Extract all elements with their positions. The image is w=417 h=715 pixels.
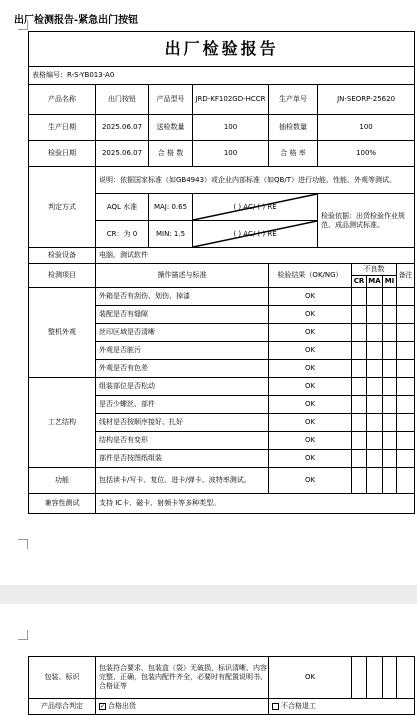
table-row: 结构是否有变形 OK <box>29 432 415 450</box>
report-table <box>28 31 415 514</box>
crop-mark <box>18 539 28 549</box>
report-title: 出厂检验报告 <box>29 32 415 67</box>
group-name: 整机外观 <box>29 288 96 378</box>
table-row: 功能 包括读卡/写卡、复位、进卡/弹卡、波特率测试。 OK <box>29 468 415 494</box>
info-label: 生产日期 <box>29 115 96 141</box>
header-desc: 操作描述与标准 <box>96 264 269 288</box>
info-value: JN-SEORP-25620 <box>318 85 415 115</box>
crop-mark <box>18 630 28 640</box>
header-ma: MA <box>367 276 383 288</box>
info-label: 产品名称 <box>29 85 96 115</box>
info-label: 送检数量 <box>149 115 193 141</box>
header-cr: CR <box>352 276 367 288</box>
min-value: MIN: 1.5 <box>149 221 193 248</box>
form-number: 表格编号：R-S-YB013-A0 <box>29 67 415 85</box>
maj-ac-re: ( ) AC/ ( ) RE <box>193 194 318 221</box>
info-row <box>29 115 415 141</box>
info-value: 2025.06.07 <box>96 141 149 167</box>
info-label: 生产单号 <box>269 85 318 115</box>
table-row <box>29 657 415 699</box>
min-ac-re: ( ) AC/ ( ) RE <box>193 221 318 248</box>
info-label: 产品型号 <box>149 85 193 115</box>
table-row: 丝印区域是否清晰 OK <box>29 324 415 342</box>
aql-label: AQL 水准 <box>96 194 149 221</box>
info-value: 100 <box>318 115 415 141</box>
judge-basis: 检验依据：出货检验作业规范、成品测试标准。 <box>318 194 415 248</box>
info-label: 合 格 率 <box>269 141 318 167</box>
group-name: 功能 <box>29 468 96 494</box>
compat-desc: 支持 IC卡、磁卡、射频卡等多种类型。 <box>96 494 415 514</box>
header-result: 检验结果（OK/NG） <box>269 264 352 288</box>
final-label: 产品综合判定 <box>29 699 96 715</box>
final-fail: 不合格退工 <box>269 699 415 715</box>
compat-label: 兼容性测试 <box>29 494 96 514</box>
checkbox-checked-icon[interactable]: ✓ <box>100 702 106 710</box>
info-label: 抽检数量 <box>269 115 318 141</box>
info-value: 100 <box>193 141 269 167</box>
info-label: 检验日期 <box>29 141 96 167</box>
info-value: 100 <box>193 115 269 141</box>
info-value: JRD-KF102GD-HCCR <box>193 85 269 115</box>
pack-label: 包装、标识 <box>29 657 96 699</box>
report-page-2 <box>0 604 417 715</box>
table-row: 工艺结构 组装部位是否松动 OK <box>29 378 415 396</box>
table-row: 外观是否有色差 OK <box>29 360 415 378</box>
info-value: 2025.06.07 <box>96 115 149 141</box>
judge-label: 判定方式 <box>29 167 96 248</box>
pack-desc: 包装符合要求，包装盒（袋）无破损，标识清晰、内容完整、正确，包装内配件齐全，必要时有配置说明书、合格证等 <box>96 657 269 699</box>
table-row: 外观是否脏污 OK <box>29 342 415 360</box>
group-name: 工艺结构 <box>29 378 96 468</box>
info-value: 出门按钮 <box>96 85 149 115</box>
judge-description: 说明：依据国家标准（如GB4943）或企业内部标准（如QB/T）进行功能、性能、外观等测试。 <box>96 167 415 194</box>
equipment-label: 检验设备 <box>29 248 96 264</box>
table-row: 装配是否有缝隙 OK <box>29 306 415 324</box>
document-title: 出厂检测报告-紧急出门按钮 <box>14 15 139 26</box>
table-row: 部件是否按图纸组装 OK <box>29 450 415 468</box>
info-label: 合 格 数 <box>149 141 193 167</box>
table-row: 是否少螺丝、部件 OK <box>29 396 415 414</box>
table-row: 整机外观 外箱是否有刮伤、划伤、掉漆 OK <box>29 288 415 306</box>
header-item: 检测项目 <box>29 264 96 288</box>
final-pass: ✓ 合格出货 <box>96 699 269 715</box>
header-mi: MI <box>383 276 397 288</box>
table-row: 线材是否按顺序接好、扎好 OK <box>29 414 415 432</box>
header-defect: 不良数 <box>352 264 397 276</box>
cr-value: CR：为 0 <box>96 221 149 248</box>
checkbox-icon[interactable] <box>272 703 279 710</box>
info-value: 100% <box>318 141 415 167</box>
pack-result: OK <box>269 657 352 699</box>
info-row <box>29 141 415 167</box>
table-row <box>29 699 415 715</box>
header-note: 备注 <box>397 264 415 288</box>
maj-value: MAJ: 0.65 <box>149 194 193 221</box>
report-table-continued <box>28 656 415 715</box>
equipment-value: 电脑，测试软件 <box>96 248 415 264</box>
table-row <box>29 494 415 514</box>
crop-mark <box>18 20 28 30</box>
info-row <box>29 85 415 115</box>
